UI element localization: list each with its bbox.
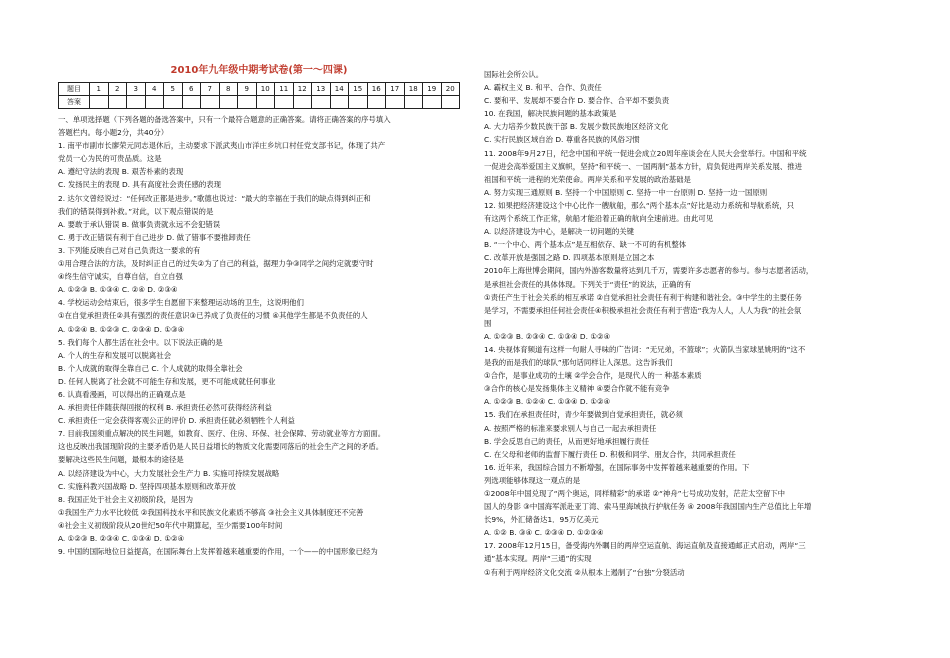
answer-table-question-number: 11: [275, 83, 294, 96]
text-line: B. “一个中心、两个基本点”是互相依存、缺一不可的有机整体: [484, 240, 687, 250]
text-line: C. 改革开放是强国之路 D. 四项基本原则是立国之本: [484, 253, 655, 263]
text-line: B. 个人成就的取得全靠自己 C. 个人成就的取得全靠社会: [58, 363, 243, 373]
text-line: 有这两个系统工作正常，航船才能沿着正确的航向全速前进。由此可见: [484, 214, 714, 224]
text-line: D. 任何人脱离了社会就不可能生存和发展，更不可能成就任何事业: [58, 376, 276, 386]
text-line: C. 实行民族区域自治 D. 尊重各民族的风俗习惯: [484, 135, 640, 145]
text-line: 4. 学校运动会结束后，很多学生自愿留下来整理运动场的卫生，这说明他们: [58, 298, 304, 308]
text-line: A. 霸权主义 B. 和平、合作、负责任: [484, 83, 602, 93]
answer-cell[interactable]: [108, 96, 127, 109]
text-line: 2010年上海世博会期间，国内外游客数量将达到几千万，需要许多志愿者的参与。参与志愿者活动，: [484, 266, 814, 276]
answer-table-question-number: 8: [219, 83, 238, 96]
text-line: 答题栏内。每小题2分，共40分）: [58, 128, 169, 138]
answer-table-question-number: 15: [349, 83, 368, 96]
text-line: 这也反映出我国现阶段的主要矛盾仍是人民日益增长的物质文化需要同落后的社会生产之间的矛盾。: [58, 442, 384, 452]
text-line: ①我国生产力水平比较低 ②我国科技水平和民族文化素质不够高 ③社会主义具体制度还不完善: [58, 507, 364, 517]
answer-table-question-number: 4: [145, 83, 164, 96]
answer-table-question-number: 1: [90, 83, 109, 96]
answer-table-label-answer: 答案: [59, 96, 90, 109]
answer-table-answer-row: [59, 96, 460, 109]
text-line: ①有利于两岸经济文化交流 ②从根本上遏制了“台独”分裂活动: [484, 567, 685, 577]
text-line: A. ①②④ B. ①②③ C. ②③④ D. ①③④: [58, 324, 185, 334]
answer-table-question-number: 3: [127, 83, 146, 96]
text-line: C. 在父母和老师的监督下履行责任 D. 积极和同学、朋友合作，共同承担责任: [484, 449, 736, 459]
text-line: A. 个人的生存和发展可以脱离社会: [58, 350, 172, 360]
answer-cell[interactable]: [275, 96, 294, 109]
text-line: C. 发扬民主的表现 D. 具有高度社会责任感的表现: [58, 180, 222, 190]
text-line: 围: [484, 318, 492, 328]
answer-cell[interactable]: [367, 96, 386, 109]
text-line: ③合作的核心是发扬集体主义精神 ④要合作就不能有竞争: [484, 384, 670, 394]
answer-cell[interactable]: [219, 96, 238, 109]
text-line: 党员一心为民的可贵品质。这是: [58, 154, 162, 164]
answer-table-number-row: [59, 83, 460, 96]
text-line: A. ①②③ B. ①③④ C. ②④ D. ②③④: [58, 285, 178, 295]
answer-cell[interactable]: [145, 96, 164, 109]
answer-table-label-question: 题目: [59, 83, 90, 96]
left-column: [58, 113, 460, 558]
text-line: ①2008年中国兑现了“两个奥运，同样精彩”的承诺 ②“神舟”七号成功发射，茫茫太空留下中: [484, 489, 786, 498]
text-line: 2. 达尔文曾经说过：“任何改正都是进步。”歌德也说过：“最大的幸福在于我们的缺点得到纠正和: [58, 193, 371, 203]
text-line: 国人的身影 ③中国海军派赴亚丁湾、索马里海域执行护航任务 ④ 2008年我国国内生产总值比上年增: [484, 502, 812, 512]
text-line: A. 按照严格的标准来要求别人与自己一起去承担责任: [484, 423, 657, 433]
answer-table-question-number: 17: [386, 83, 405, 96]
answer-table-question-number: 2: [108, 83, 127, 96]
text-line: B. 学会反思自己的责任，从而更好地承担履行责任: [484, 436, 649, 446]
text-line: 长9%，外汇储备达1．95万亿美元: [484, 515, 599, 525]
answer-cell[interactable]: [330, 96, 349, 109]
answer-cell[interactable]: [423, 96, 442, 109]
exam-title: 2010年九年级中期考试卷(第一～四课): [170, 65, 348, 76]
text-line: 我们的错误得到补救。”对此，以下观点错误的是: [58, 206, 214, 216]
answer-table-question-number: 7: [201, 83, 220, 96]
answer-table-question-number: 10: [256, 83, 275, 96]
answer-table-question-number: 14: [330, 83, 349, 96]
text-line: C. 实施科教兴国战略 D. 坚持四项基本原则和改革开放: [58, 481, 236, 491]
text-line: ①合作，是事业成功的土壤 ②学会合作，是现代人的一 种基本素质: [484, 371, 702, 381]
text-line: A. ①②③ B. ②③④ C. ①③④ D. ①②④: [484, 331, 611, 341]
text-line: 7. 目前我国须重点解决的民生问题，如教育、医疗、住房、环保、社会保障、劳动就业等方方面面。: [58, 429, 386, 439]
text-line: 一、单项选择题（下列各题的备选答案中，只有一个最符合题意的正确答案。请将正确答案的序号填入: [58, 115, 391, 124]
text-line: 16. 近年来，我国综合国力不断增强，在国际事务中发挥着越来越重要的作用。下: [484, 462, 750, 472]
text-line: 10. 在我国，解决民族问题的基本政策是: [484, 109, 617, 119]
text-line: 9. 中国的国际地位日益提高，在国际舞台上发挥着越来越重要的作用，一个——的中国形象已经为: [58, 547, 378, 557]
text-line: A. 承担责任伴随获得回报的权利 B. 承担责任必然可获得经济利益: [58, 403, 272, 413]
answer-cell[interactable]: [90, 96, 109, 109]
text-line: ①在自觉承担责任②具有强烈的责任意识③已养成了负责任的习惯 ④其他学生都是不负责任的人: [58, 311, 368, 321]
text-line: 14. 央视体育频道有这样一句耐人寻味的广告词：“无兄弟，不篮球”；火箭队当家球星姚明的“这不: [484, 344, 806, 354]
answer-cell[interactable]: [238, 96, 257, 109]
text-line: 是我的而是我们的球队”那句话同样让人深思。这告诉我们: [484, 358, 673, 368]
answer-cell[interactable]: [182, 96, 201, 109]
text-line: ①责任产生于社会关系的相互承诺 ②自觉承担社会责任有利于构建和谐社会。③中学生的主要任务: [484, 292, 802, 302]
text-line: A. ①②③ B. ②③④ C. ①③④ D. ①②④: [58, 534, 185, 543]
answer-table: [58, 82, 460, 109]
text-line: C. 承担责任一定会获得客观公正的评价 D. 承担责任就必须牺牲个人利益: [58, 416, 295, 426]
right-column: [484, 68, 889, 579]
text-line: 11. 2008年9月27日，纪念中国和平统一促进会成立20周年座谈会在人民大会堂举行。中国和平统: [484, 148, 807, 158]
answer-cell[interactable]: [256, 96, 275, 109]
text-line: ④终生信守诚实，自尊自信，自立自强: [58, 272, 183, 282]
text-line: 8. 我国正处于社会主义初级阶段，是因为: [58, 494, 194, 504]
answer-cell[interactable]: [164, 96, 183, 109]
text-line: A. 以经济建设为中心，大力发展社会生产力 B. 实施可持续发展战略: [58, 468, 280, 478]
answer-cell[interactable]: [201, 96, 220, 109]
text-line: 5. 我们每个人都生活在社会中。以下说法正确的是: [58, 337, 223, 347]
text-line: A. ①② B. ③④ C. ②③④ D. ①②③④: [484, 528, 604, 538]
text-line: C. 勇于改正错误有利于自己进步 D. 做了错事不要推卸责任: [58, 232, 251, 242]
text-line: A. 大力培养少数民族干部 B. 发展少数民族地区经济文化: [484, 122, 669, 132]
text-line: 6. 认真看漫画，可以得出的正确观点是: [58, 389, 186, 399]
answer-cell[interactable]: [293, 96, 312, 109]
answer-cell[interactable]: [127, 96, 146, 109]
text-line: 列选项能够体现这一观点的是: [484, 475, 581, 485]
text-line: 3. 下列能反映自己对自己负责这一要求的有: [58, 245, 201, 255]
text-line: 国际社会所公认。: [484, 70, 544, 79]
answer-cell[interactable]: [386, 96, 405, 109]
answer-table-question-number: 6: [182, 83, 201, 96]
text-line: A. 要敢于承认错误 B. 做事负责就永远不会犯错误: [58, 219, 221, 229]
text-line: ①用合理合法的方法，及时纠正自己的过失②为了自己的利益，据理力争③同学之间约定就要守时: [58, 259, 374, 269]
text-line: 一促进会高举爱国主义旗帜，坚持“和平统一、一国两制”基本方针，肩负促进两岸关系发展、推进: [484, 161, 803, 171]
text-line: 通”基本实现。两岸“三通”的实现: [484, 554, 592, 564]
text-line: A. 遵纪守法的表现 B. 艰苦朴素的表现: [58, 167, 184, 177]
answer-table-question-number: 5: [164, 83, 183, 96]
text-line: 要解决这些民生问题，最根本的途径是: [58, 455, 184, 465]
text-line: 1. 南平市副市长廖荣元同志退休后，主动要求下派武夷山市洋庄乡坑口村任党支部书记，体现了共产: [58, 141, 386, 151]
text-line: A. 以经济建设为中心，是解决一切问题的关键: [484, 227, 635, 237]
answer-cell[interactable]: [441, 96, 460, 109]
text-line: 是学习，不需要承担任何社会责任④积极承担社会责任有利于营造“我为人人，人人为我”的社会氛: [484, 305, 802, 315]
text-line: A. 努力实现三通原则 B. 坚持一个中国原则 C. 坚持一中一台原则 D. 坚持一边一国原则: [484, 187, 768, 197]
answer-table-question-number: 16: [367, 83, 386, 96]
text-line: 15. 我们在承担责任时，青少年要做到自觉承担责任，就必须: [484, 410, 683, 420]
answer-table-question-number: 13: [312, 83, 331, 96]
text-line: C. 要和平、发展却不要合作 D. 要合作、合平却不要负责: [484, 96, 670, 106]
answer-table-question-number: 19: [423, 83, 442, 96]
text-line: ④社会主义初级阶段从20世纪50年代中期算起，至少需要100年时间: [58, 520, 283, 530]
answer-cell[interactable]: [404, 96, 423, 109]
text-line: 12. 如果把经济建设这个中心比作一艘航船，那么“两个基本点”好比是动力系统和导航系统，只: [484, 200, 794, 210]
answer-table-question-number: 9: [238, 83, 257, 96]
text-line: 祖国和平统一进程的光荣使命。两岸关系和平发展的政治基础是: [484, 174, 691, 184]
text-line: A. ①②③ B. ①②④ C. ①③④ D. ①②④: [484, 397, 611, 407]
answer-table-question-number: 20: [441, 83, 460, 96]
answer-table-question-number: 12: [293, 83, 312, 96]
answer-table-question-number: 18: [404, 83, 423, 96]
text-line: 17. 2008年12月15日，备受海内外瞩目的两岸空运直航、海运直航及直接通邮正式启动，两岸“三: [484, 541, 806, 551]
answer-cell[interactable]: [349, 96, 368, 109]
answer-cell[interactable]: [312, 96, 331, 109]
text-line: 是承担社会责任的具体体现。下列关于“责任”的说法，正确的有: [484, 279, 692, 289]
